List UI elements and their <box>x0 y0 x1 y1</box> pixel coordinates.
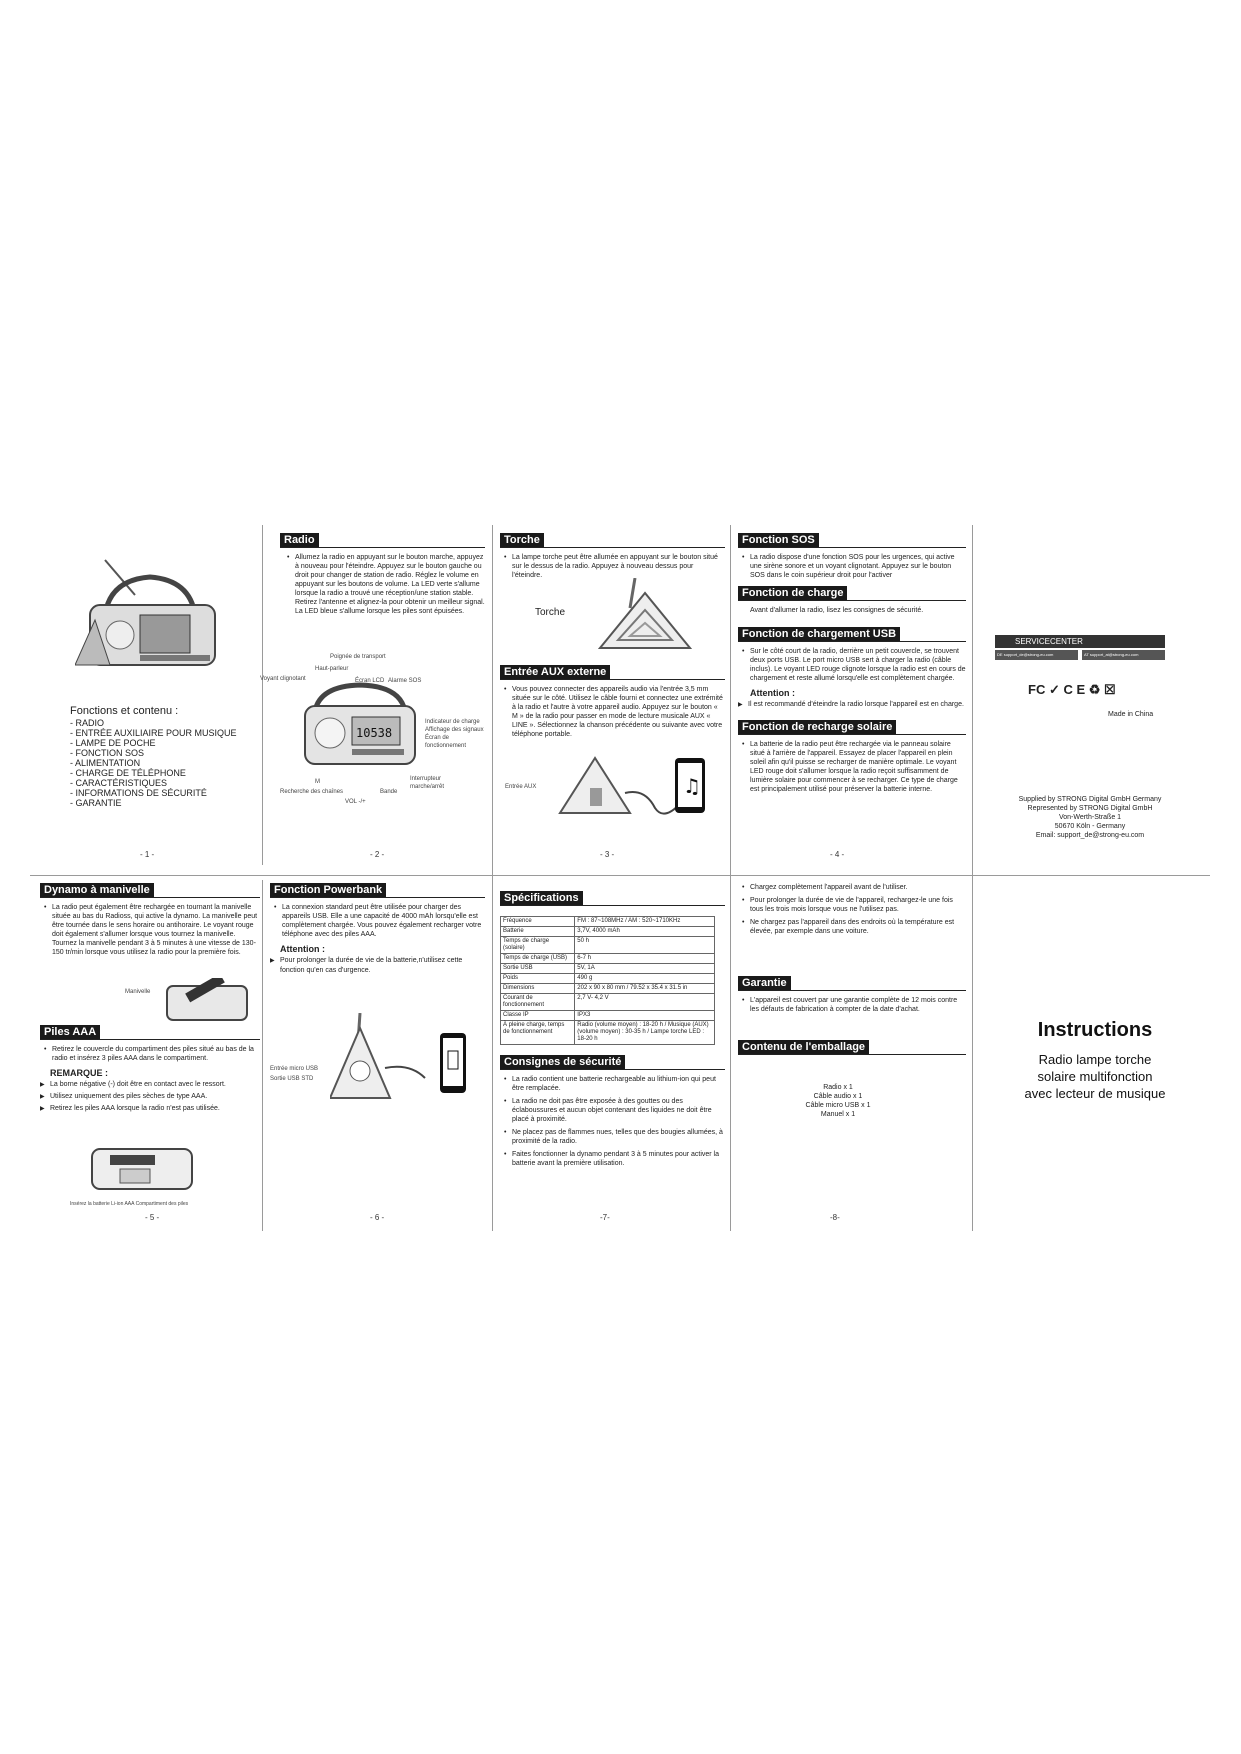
page-1 <box>30 525 262 875</box>
usb-note: ▶ Il est recommandé d'éteindre la radio lorsque l'appareil est en charge. <box>748 700 966 710</box>
attention-label: Attention : <box>280 944 325 954</box>
label-m: M <box>315 779 320 785</box>
label-micro-usb: Entrée micro USB <box>270 1066 319 1072</box>
certification-marks: FC ✓ C E ♻ ☒ <box>1028 682 1116 697</box>
safety-item: • Ne placez pas de flammes nues, telles que des bougies allumées, à proximité de la radio. <box>512 1128 725 1146</box>
label-search: Recherche des chaînes <box>280 789 344 795</box>
section-header-torch: Torche <box>500 533 544 547</box>
section-header-sos: Fonction SOS <box>738 533 819 547</box>
function-item: - ENTRÉE AUXILIAIRE POUR MUSIQUE <box>70 728 237 738</box>
function-item: - RADIO <box>70 718 105 728</box>
page-number: - 4 - <box>830 850 845 859</box>
label-switch: Interrupteur marche/arrêt <box>410 776 445 790</box>
page-number: - 2 - <box>370 850 385 859</box>
country-at: AT <box>1084 652 1089 657</box>
section-header-powerbank: Fonction Powerbank <box>270 883 386 897</box>
function-item: - CHARGE DE TÉLÉPHONE <box>70 768 186 778</box>
functions-list <box>70 705 260 808</box>
page-3 <box>500 533 725 873</box>
page-number: -7- <box>600 1213 610 1222</box>
supplier-line: 50670 Köln - Germany <box>1054 823 1126 830</box>
section-header-aux: Entrée AUX externe <box>500 665 610 679</box>
section-header-radio: Radio <box>280 533 319 547</box>
page-number: - 3 - <box>600 850 615 859</box>
safety-item: • La radio contient une batterie rechargeable au lithium-ion qui peut être remplacée. <box>512 1075 725 1093</box>
radio-diagram <box>260 653 485 863</box>
table-row <box>501 994 715 1011</box>
cover-subtitle-line: Radio lampe torche <box>1038 1052 1152 1067</box>
remark-item: ▶ La borne négative (-) doit être en contact avec le ressort. <box>50 1080 260 1090</box>
country-de: DE <box>997 652 1003 657</box>
divider <box>262 880 263 1231</box>
cover-title: Instructions <box>1037 1019 1153 1041</box>
section-header-specs: Spécifications <box>500 891 583 905</box>
functions-title: Fonctions et contenu : <box>70 705 179 717</box>
spec-key: À pleine charge, temps de fonctionnement <box>501 1021 575 1045</box>
torch-label: Torche <box>535 607 566 618</box>
table-row <box>501 917 715 927</box>
function-item: - INFORMATIONS DE SÉCURITÉ <box>70 788 207 798</box>
label-charge: Indicateur de charge <box>425 719 480 725</box>
powerbank-note: ▶ Pour prolonger la durée de vie de la batterie,n'utilisez cette fonction qu'en cas d'urgence. <box>280 956 485 975</box>
page-number: - 1 - <box>140 850 155 859</box>
spec-value: FM : 87~108MHz / AM : 520~1710KHz <box>575 917 715 927</box>
spec-value: 50 h <box>575 937 715 954</box>
safety-item: • Faites fonctionner la dynamo pendant 3 à 5 minutes pour activer la batterie avant la première utilisation. <box>512 1150 725 1168</box>
label-speaker: Haut-parleur <box>315 666 349 672</box>
supplier-line: Von-Werth-Straße 1 <box>1058 814 1122 821</box>
spec-key: Fréquence <box>501 917 575 927</box>
fold-line <box>30 875 1210 876</box>
spec-value: 202 x 90 x 80 mm / 79.52 x 35.4 x 31.5 in <box>575 984 715 994</box>
battery-illustration <box>90 1145 195 1195</box>
crank-illustration <box>165 978 250 1023</box>
page-2 <box>260 533 485 873</box>
radio-illustration <box>75 555 225 675</box>
label-screen: Écran de fonctionnement <box>425 735 467 749</box>
dynamo-text: • La radio peut également être rechargée en tournant la manivelle située au bas du Radioss, qui active la dynamo. La manivelle peut être tournée dans le sens horaire ou antihoraire. Le voyant rouge doit également s'allumer lorsque vous tournez la manivelle. Tournez la manivelle pendant 3 à 5 minutes à une vitesse de 130-150 tr/min lorsque vous utilisez la radio pour la première fois. <box>52 903 260 957</box>
contents-list <box>738 1083 938 1119</box>
spec-value: 5V, 1A <box>575 964 715 974</box>
spec-key: Batterie <box>501 927 575 937</box>
divider <box>972 525 973 1231</box>
contents-item: Radio x 1 <box>823 1084 853 1091</box>
page-5 <box>40 883 260 1228</box>
page-8 <box>738 883 966 1228</box>
supplier-line: Email: support_de@strong-eu.com <box>1035 832 1145 839</box>
lcd-value: 10538 <box>356 726 393 740</box>
divider <box>492 525 493 1231</box>
function-item: - GARANTIE <box>70 798 122 808</box>
spec-value: 6-7 h <box>575 954 715 964</box>
attention-label: Attention : <box>750 688 795 698</box>
section-header-dynamo: Dynamo à manivelle <box>40 883 154 897</box>
spec-key: Sortie USB <box>501 964 575 974</box>
page-6 <box>270 883 485 1228</box>
section-header-contents: Contenu de l'emballage <box>738 1040 869 1054</box>
table-row <box>501 1011 715 1021</box>
function-item: - FONCTION SOS <box>70 748 144 758</box>
back-panel <box>980 525 1210 875</box>
table-row <box>501 964 715 974</box>
section-header-charge: Fonction de charge <box>738 586 847 600</box>
usb-text: • Sur le côté court de la radio, derrière un petit couvercle, se trouvent deux ports USB. Le port micro USB sert à charger la radio (câble inclus). Le voyant LED rouge clignote lorsque la radio est en cours de chargement et reste allumé lorsqu'elle est complètement chargée. <box>750 647 966 683</box>
label-vol: VOL -/+ <box>345 799 366 805</box>
remark-label: REMARQUE : <box>50 1068 108 1078</box>
aux-label: Entrée AUX <box>505 784 537 790</box>
made-in: Made in China <box>1108 711 1154 718</box>
contents-item: Manuel x 1 <box>820 1111 856 1118</box>
label-lcd: Écran LCD <box>355 678 385 684</box>
divider <box>730 525 731 1231</box>
section-header-safety: Consignes de sécurité <box>500 1055 625 1069</box>
spec-value: 2,7 V- 4,2 V <box>575 994 715 1011</box>
care-item: • Chargez complètement l'appareil avant de l'utiliser. <box>750 883 966 892</box>
supplier-info <box>980 795 1200 840</box>
solar-text: • La batterie de la radio peut être rechargée via le panneau solaire situé à l'arrière de l'appareil. Essayez de placer l'appareil en plein soleil afin qu'il puisse se recharger de manière optimale. Le voyant LED rouge doit s'allumer lorsque la radio reçoit suffisamment de lumière solaire pour commencer à se recharger. Ce type de charge est principalement utilisé pour préserver la batterie interne. <box>750 740 966 794</box>
warranty-text: • L'appareil est couvert par une garantie complète de 12 mois contre les défauts de fabrication à compter de la date d'achat. <box>750 996 966 1014</box>
service-center <box>995 635 1165 660</box>
section-header-warranty: Garantie <box>738 976 791 990</box>
page-7 <box>500 883 725 1228</box>
label-sos: Alarme SOS <box>388 678 422 684</box>
section-header-usb: Fonction de chargement USB <box>738 627 900 641</box>
label-band: Bande <box>380 789 398 795</box>
function-item: - ALIMENTATION <box>70 758 141 768</box>
manual-sheet <box>30 525 1210 1231</box>
cover-subtitle <box>980 1051 1210 1102</box>
spec-value: 3,7V, 4000 mAh <box>575 927 715 937</box>
cover-subtitle-line: solaire multifonction <box>1037 1069 1153 1084</box>
section-header-aaa: Piles AAA <box>40 1025 100 1039</box>
powerbank-illustration <box>330 1013 470 1103</box>
battery-caption: Insérez la batterie Li-ion AAA Compartiment des piles <box>70 1201 189 1207</box>
page-number: - 5 - <box>145 1213 160 1222</box>
spec-key: Dimensions <box>501 984 575 994</box>
table-row <box>501 984 715 994</box>
sos-text: • La radio dispose d'une fonction SOS pour les urgences, qui active une sirène sonore et un voyant clignotant. Appuyez sur le bouton SOS dans le coin supérieur droit pour l'activer <box>750 553 966 580</box>
spec-value: Radio (volume moyen) : 18-20 h / Musique (AUX) (volume moyen) : 30-35 h / Lampe torche LED : 18-20 h <box>575 1021 715 1045</box>
page-number: - 6 - <box>370 1213 385 1222</box>
powerbank-text: • La connexion standard peut être utilisée pour charger des appareils USB. Elle a une capacité de 4000 mAh lorsqu'elle est complètement chargée. Vous pouvez également recharger votre téléphone avec des piles AAA. <box>282 903 485 939</box>
section-header-solar: Fonction de recharge solaire <box>738 720 896 734</box>
spec-key: Temps de charge (solaire) <box>501 937 575 954</box>
spec-value: IPX3 <box>575 1011 715 1021</box>
torch-illustration <box>590 578 700 653</box>
table-row <box>501 1021 715 1045</box>
page-4 <box>738 533 966 873</box>
page-number: -8- <box>830 1213 840 1222</box>
table-row <box>501 954 715 964</box>
spec-key: Temps de charge (USB) <box>501 954 575 964</box>
spec-key: Classe IP <box>501 1011 575 1021</box>
care-item: • Pour prolonger la durée de vie de l'appareil, rechargez-le une fois tous les trois mois lorsque vous ne l'utilisez pas. <box>750 896 966 914</box>
spec-key: Courant de fonctionnement <box>501 994 575 1011</box>
function-item: - LAMPE DE POCHE <box>70 738 156 748</box>
table-row <box>501 927 715 937</box>
contents-item: Câble audio x 1 <box>813 1093 863 1100</box>
charge-text: Avant d'allumer la radio, lisez les consignes de sécurité. <box>750 607 924 614</box>
safety-item: • La radio ne doit pas être exposée à des gouttes ou des éclaboussures et aucun objet contenant des liquides ne doit être placé à proximité. <box>512 1097 725 1124</box>
svg-text:♫: ♫ <box>683 774 701 798</box>
label-signal: Affichage des signaux <box>425 727 484 733</box>
remark-item: ▶ Utilisez uniquement des piles sèches de type AAA. <box>50 1092 260 1102</box>
label-handle: Poignée de transport <box>330 654 386 660</box>
cover-subtitle-line: avec lecteur de musique <box>1024 1086 1166 1101</box>
radio-front-illustration <box>300 681 420 771</box>
crank-label: Manivelle <box>125 989 151 995</box>
aux-illustration <box>545 753 715 823</box>
spec-value: 490 g <box>575 974 715 984</box>
supplier-line: Represented by STRONG Digital GmbH <box>1027 805 1153 812</box>
care-item: • Ne chargez pas l'appareil dans des endroits où la température est élevée, par exemple dans une voiture. <box>750 918 966 936</box>
contents-item: Câble micro USB x 1 <box>805 1102 871 1109</box>
remark-item: ▶ Retirez les piles AAA lorsque la radio n'est pas utilisée. <box>50 1104 260 1114</box>
torch-text: • La lampe torche peut être allumée en appuyant sur le bouton situé sur le dessus de la radio. Appuyez à nouveau dessus pour l'éteindre. <box>512 553 725 580</box>
radio-text: • Allumez la radio en appuyant sur le bouton marche, appuyez à nouveau pour l'éteindre. Appuyez sur le bouton gauche ou droit pour changer de station de radio. Réglez le volume en appuyant sur les boutons de volume. La LED verte s'allume lorsque la radio a trouvé une réception/une station stable. Retirez l'antenne et alignez-la pour obtenir un meilleur signal. La LED bleue s'allume lorsque les piles sont épuisées. <box>295 553 485 616</box>
aux-text: • Vous pouvez connecter des appareils audio via l'entrée 3,5 mm située sur le côté. Utilisez le câble fourni et connectez une extrémité à la radio et l'autre à votre appareil audio. Appuyez sur le bouton « M » de la radio pour passer en mode de lecture musicale AUX « LINE ». Sélectionnez la chanson précédente ou suivante avec votre téléphone portable. <box>512 685 725 739</box>
label-usb-std: Sortie USB STD <box>270 1076 314 1082</box>
function-item: - CARACTÉRISTIQUES <box>70 778 168 788</box>
label-blinking: Voyant clignotant <box>260 676 306 682</box>
supplier-line: Supplied by STRONG Digital GmbH Germany <box>1018 796 1162 803</box>
cover-panel <box>980 883 1210 1228</box>
divider <box>262 525 263 865</box>
aaa-text: • Retirez le couvercle du compartiment des piles situé au bas de la radio et insérez 3 piles AAA dans le compartiment. <box>52 1045 260 1063</box>
spec-key: Poids <box>501 974 575 984</box>
contact-at: support_at@strong-eu.com <box>1089 652 1139 657</box>
contact-de: support_de@strong-eu.com <box>1003 652 1054 657</box>
table-row <box>501 974 715 984</box>
service-title: SERVICECENTER <box>995 635 1165 648</box>
specs-table <box>500 916 715 1045</box>
table-row <box>501 937 715 954</box>
